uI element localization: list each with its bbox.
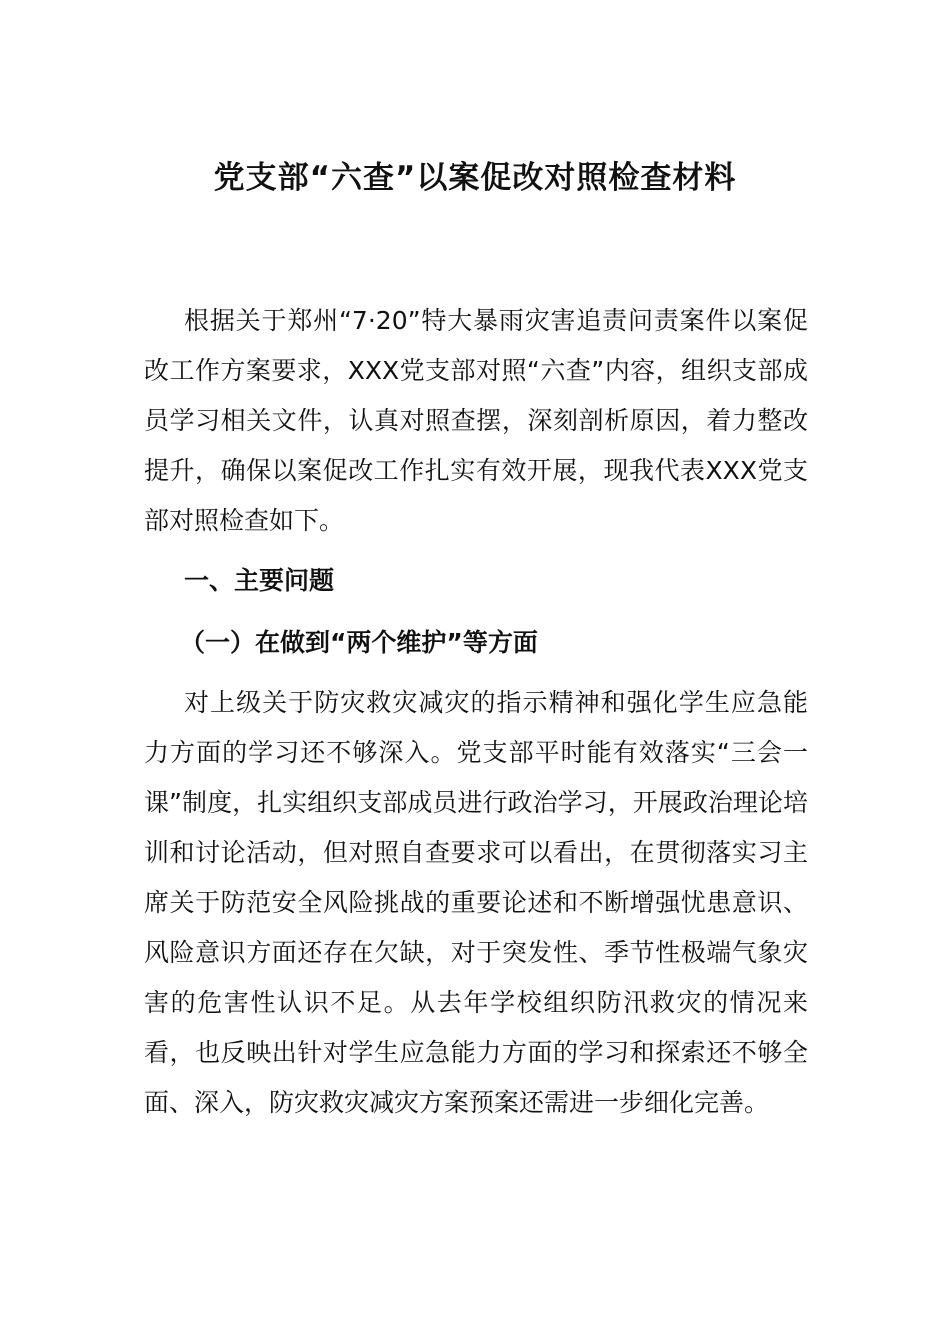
- subsection-heading: （一）在做到“两个维护”等方面: [180, 628, 538, 657]
- body-paragraph: 对上级关于防灾救灾减灾的指示精神和强化学生应急能力方面的学习还不够深入。党支部平时能有效落实“三会一课”制度，扎实组织支部成员进行政治学习，开展政治理论培训和讨论活动，但对照自查要求可以看出，在贯彻落实习主席关于防范安全风险挑战的重要论述和不断增强忧患意识、风险意识方面还存在欠缺，对于突发性、季节性极端气象灾害的危害性认识不足。从去年学校组织防汛救灾的情况来看，也反映出针对学生应急能力方面的学习和探索还不够全面、深入，防灾救灾减灾方案预案还需进一步细化完善。: [144, 688, 808, 1117]
- document-title: 党支部“六查”以案促改对照检查材料: [213, 160, 737, 196]
- section-heading: 一、主要问题: [184, 566, 335, 595]
- intro-paragraph-block: [144, 296, 808, 546]
- intro-paragraph: 根据关于郑州“7·20”特大暴雨灾害追责问责案件以案促改工作方案要求，XXX党支部对照“六查”内容，组织支部成员学习相关文件，认真对照查摆，深刻剖析原因，着力整改提升，确保以案促改工作扎实有效开展，现我代表XXX党支部对照检查如下。: [144, 306, 808, 535]
- body-paragraph-block: [144, 678, 808, 1128]
